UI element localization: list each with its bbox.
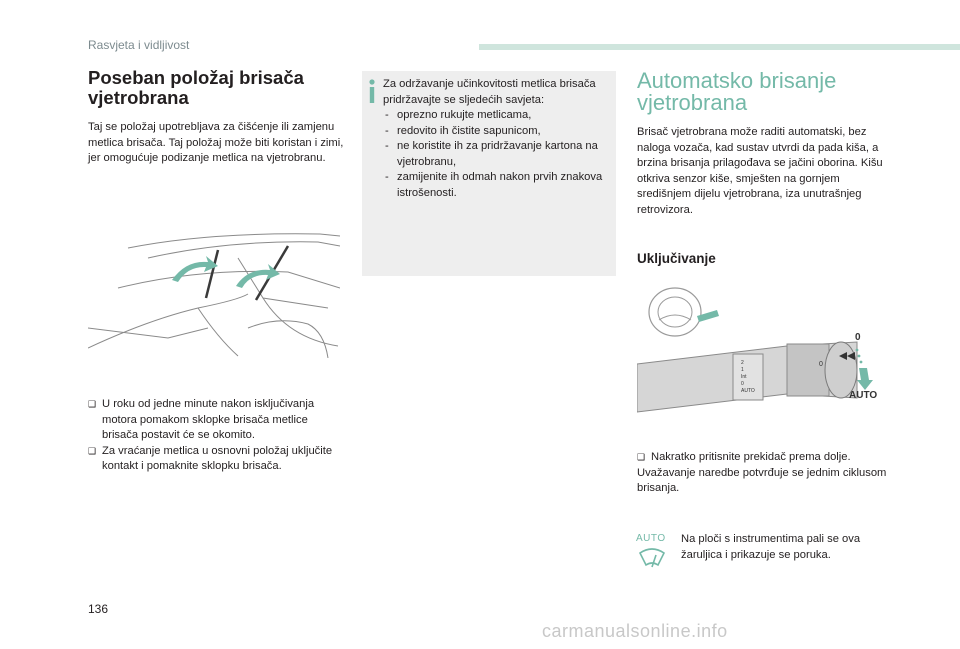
right-intro: Brisač vjetrobrana može raditi automatski, bez naloga vozača, kad sustav utvrdi da pada kiša, a brzina brisanja prilagođava se jačini oborina. Kišu otkriva senzor kiše, smješten na gornjem središnjem dijelu vjetrobrana, iza unutrašnjeg retrovizora. — [637, 126, 883, 216]
arrow-down-icon — [857, 368, 873, 390]
bullet-marker: ❑ — [88, 445, 97, 456]
stalk-pos-0: 0 — [741, 381, 744, 387]
bullet-text: U roku od jedne minute nakon isključivanja motora pomakom sklopke brisača metlice brisača postavit će se okomito. — [102, 398, 315, 441]
tip-intro: Za održavanje učinkovitosti metlica brisača pridržavajte se sljedećih savjeta: — [383, 78, 596, 106]
stalk-pos-2: 2 — [741, 360, 744, 366]
confirm-text: Uvažavanje naredbe potvrđuje se jednim ciklusom brisanja. — [637, 466, 887, 494]
stalk-int: Int — [741, 374, 747, 380]
bullet-item — [88, 444, 344, 475]
left-bullets — [88, 397, 344, 475]
right-title: Automatsko brisanje vjetrobrana — [637, 68, 837, 115]
stalk-pos-auto: AUTO — [741, 388, 755, 394]
tip-box — [362, 71, 616, 276]
indicator-text: Na ploči s instrumentima pali se ova žaruljica i prikazuje se poruka. — [681, 533, 861, 561]
tip-item: - redovito ih čistite sapunicom, — [385, 124, 541, 137]
tip-item: - ne koristite ih za pridržavanje kartona na vjetrobranu, — [385, 140, 598, 168]
tip-content — [383, 77, 609, 201]
info-icon — [369, 79, 375, 103]
section-header: Rasvjeta i vidljivost — [88, 38, 190, 52]
wiper-warning-icon — [638, 547, 666, 569]
right-column — [637, 70, 889, 218]
label-zero: 0 — [855, 332, 861, 343]
wiper-stalk-illustration — [637, 280, 889, 416]
bullet-text: Za vraćanje metlica u osnovni položaj uključite kontakt i pomaknite sklopku brisača. — [102, 444, 333, 472]
car-wiper-illustration — [88, 228, 340, 358]
bullet-item — [637, 450, 889, 466]
left-title: Poseban položaj brisača vjetrobrana — [88, 67, 304, 108]
bullet-marker: ❑ — [88, 399, 97, 409]
right-instructions — [637, 450, 889, 497]
stalk-ring-0: 0 — [819, 361, 823, 368]
bullet-item — [88, 397, 344, 444]
right-subtitle: Uključivanje — [637, 251, 716, 266]
bullet-marker: ❑ — [637, 452, 646, 462]
auto-indicator-badge: AUTO — [636, 533, 666, 544]
header-accent-bar — [479, 44, 960, 50]
label-auto: AUTO — [849, 390, 878, 401]
left-intro: Taj se položaj upotrebljava za čišćenje ili zamjenu metlica brisača. Taj položaj može biti koristan i zimi, jer omogućuje podizanje metlica na vjetrobranu. — [88, 121, 344, 164]
page-number: 136 — [88, 602, 109, 616]
stalk-pos-1: 1 — [741, 367, 744, 373]
watermark: carmanualsonline.info — [542, 621, 728, 641]
tip-item: - zamijenite ih odmah nakon prvih znakova istrošenosti. — [385, 171, 603, 199]
tip-item: - oprezno rukujte metlicama, — [385, 109, 532, 121]
left-column — [88, 68, 344, 167]
step-text: Nakratko pritisnite prekidač prema dolje. — [651, 451, 851, 463]
